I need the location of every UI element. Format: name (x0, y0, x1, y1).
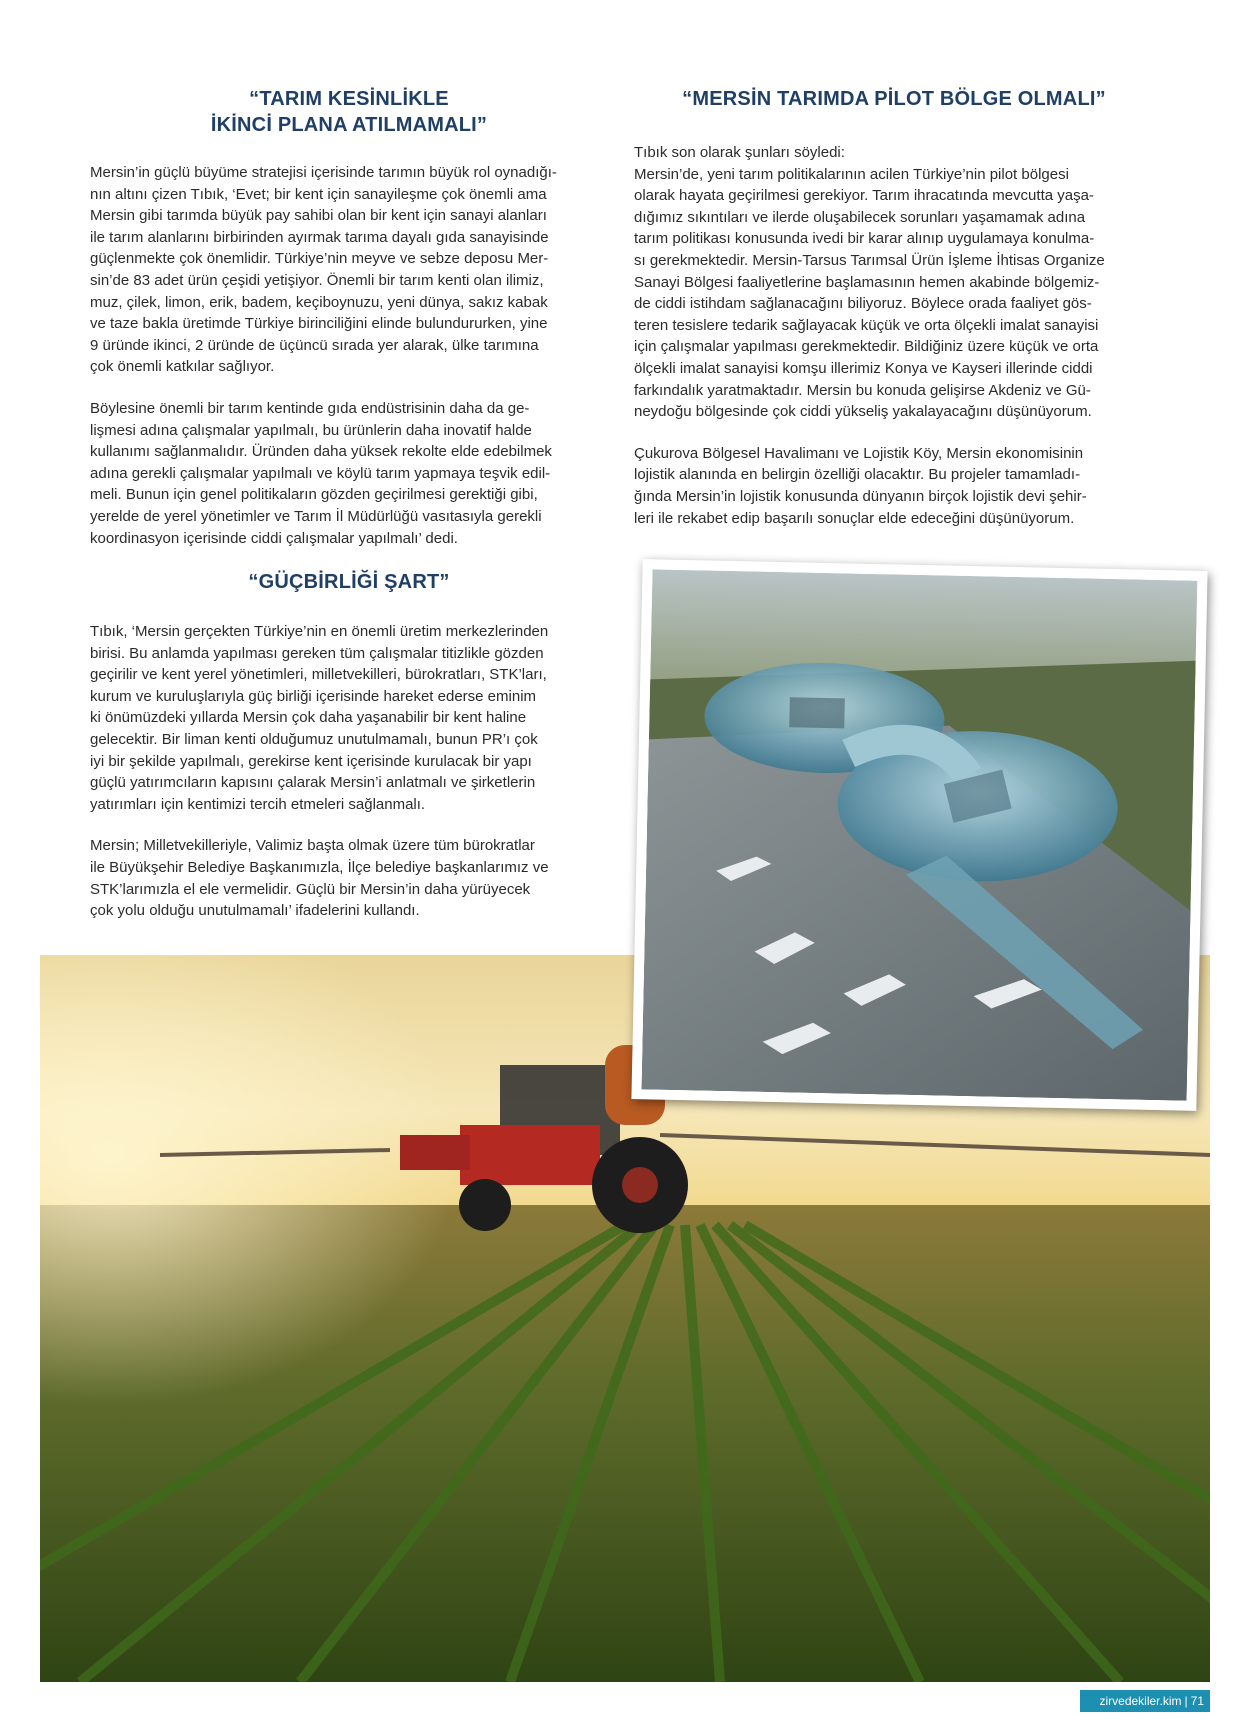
text-line: neydoğu bölgesinde çok ciddi yükseliş yakalayacağını düşünüyorum. (634, 403, 1092, 421)
text-line: dığımız sıkıntıları ve ilerde oluşabilecek sorunları yaşamamak adına (634, 208, 1086, 226)
text-line: de ciddi istihdam sağlanacağını biliyoruz. Böylece orada faaliyet gös- (634, 295, 1092, 313)
text-line: iyi bir şekilde yapılmalı, gerekirse kent içerisinde kurulacak bir yapı (90, 752, 532, 770)
text-line: 9 üründe ikinci, 2 üründe de üçüncü sırada yer alarak, ülke tarımına (90, 336, 539, 354)
right-column (634, 86, 1154, 529)
text-line: çok önemli katkılar sağlıyor. (90, 358, 275, 376)
text-line: ve taze bakla üretimde Türkiye birinciliğini elinde bulundururken, yine (90, 315, 548, 333)
text-line: ki önümüzdeki yıllarda Mersin çok daha yaşanabilir bir kent haline (90, 709, 527, 727)
text-line: Sanayi Bölgesi faaliyetlerine başlamasının hemen akabinde bölgemiz- (634, 273, 1100, 291)
paragraph-right-2 (634, 443, 1154, 529)
text-line: birisi. Bu anlamda yapılması gereken tüm çalışmalar titizlikle gözden (90, 644, 544, 662)
text-line: lojistik alanında en belirgin özelliği olacaktır. Bu projeler tamamladı- (634, 466, 1081, 484)
text-line: muz, çilek, limon, erik, badem, keçiboynuzu, yeni dünya, sakız kabak (90, 293, 548, 311)
text-line: kurum ve kuruluşlarıyla güç birliği içerisinde hareket ederse eminim (90, 687, 537, 705)
heading-line-1: “TARIM KESİNLİKLE (249, 88, 449, 110)
text-line: ile Büyükşehir Belediye Başkanımızla, İlçe belediye başkanlarımız ve (90, 859, 549, 877)
text-line: kullanımı sağlanmalıdır. Üründen daha yüksek rekolte elde edebilmek (90, 443, 552, 461)
paragraph-left-1 (90, 162, 608, 378)
text-line: ğında Mersin’in lojistik konusunda dünyanın birçok lojistik devi şehir- (634, 487, 1087, 505)
text-line: leri ile rekabet edip başarılı sonuçlar elde edeceğini düşünüyorum. (634, 509, 1075, 527)
heading-line-2: İKİNCİ PLANA ATILMAMALI” (210, 114, 488, 136)
heading-pilot-bolge: “MERSİN TARIMDA PİLOT BÖLGE OLMALI” (682, 88, 1106, 110)
text-line: koordinasyon içerisinde ciddi çalışmalar yapılmalı’ dedi. (90, 529, 458, 547)
airport-illustration (642, 569, 1198, 1100)
text-line: teren tesislere tedarik sağlayacak küçük ve orta ölçekli imalat sanayisi (634, 316, 1099, 334)
paragraph-left-3 (90, 621, 608, 815)
text-line: lişmesi adına çalışmalar yapılmalı, bu ürünlerin daha inovatif halde (90, 421, 532, 439)
text-line: çok yolu olduğu unutulmamalı’ ifadelerini kullandı. (90, 902, 420, 920)
paragraph-right-1 (634, 142, 1154, 423)
paragraph-left-4 (90, 835, 608, 921)
text-line: ölçekli imalat sanayisi komşu illerimiz Konya ve Kayseri illerinde ciddi (634, 359, 1093, 377)
text-line: meli. Bunun için genel politikaların gözden geçirilmesi gerektiği gibi, (90, 486, 538, 504)
page-number: 71 (1190, 1694, 1204, 1708)
heading-tarim-kesinlikle (90, 86, 608, 138)
text-line: Çukurova Bölgesel Havalimanı ve Lojistik Köy, Mersin ekonomisinin (634, 444, 1084, 462)
text-line: Mersin’de, yeni tarım politikalarının acilen Türkiye’nin pilot bölgesi (634, 165, 1069, 183)
text-line: olarak hayata geçirilmesi gerekiyor. Tarım ihracatında mevcutta yaşa- (634, 187, 1094, 205)
text-line: güçlü yatırımcıların kapısını çalarak Mersin’i anlatmalı ve şirketlerin (90, 774, 536, 792)
page-footer (1080, 1690, 1210, 1712)
text-line: tarım politikası konusunda ivedi bir karar alınıp uygulamaya konulma- (634, 230, 1095, 248)
footer-separator: | (1184, 1694, 1188, 1708)
text-line: yerelde de yerel yönetimler ve Tarım İl Müdürlüğü vasıtasıyla gerekli (90, 507, 542, 525)
text-line: güçlenmekte çok önemlidir. Türkiye’nin meyve ve sebze deposu Mer- (90, 250, 549, 268)
text-line: adına gerekli çalışmalar yapılmalı ve köylü tarım yapmaya teşvik edil- (90, 464, 551, 482)
text-line: gelecektir. Bir liman kenti olduğumuz unutulmamalı, bunun PR’ı çok (90, 731, 538, 749)
text-line: STK’larımızla el ele vermelidir. Güçlü bir Mersin’in daha yürüyecek (90, 880, 531, 898)
text-line: sin’de 83 adet ürün çeşidi yetişiyor. Önemli bir tarım kenti olan ilimiz, (90, 271, 544, 289)
text-line: Mersin; Milletvekilleriyle, Valimiz başta olmak üzere tüm bürokratlar (90, 837, 535, 855)
text-line: sı gerekmektedir. Mersin-Tarsus Tarımsal Ürün İşleme İhtisas Organize (634, 251, 1105, 269)
text-line: Mersin gibi tarımda büyük pay sahibi olan bir kent için sanayi alanları (90, 207, 547, 225)
text-line: nın altını çizen Tıbık, ‘Evet; bir kent için sanayileşme çok önemli ama (90, 185, 547, 203)
paragraph-left-2 (90, 398, 608, 549)
text-line: Tıbık son olarak şunları söyledi: (634, 144, 845, 161)
footer-site: zirvedekiler.kim (1099, 1694, 1182, 1708)
text-line: yatırımları için kentimizi tercih etmeleri sağlanmalı. (90, 795, 426, 813)
text-line: geçirilir ve kent yerel yönetimleri, milletvekilleri, bürokratları, STK’ları, (90, 666, 547, 684)
text-line: Tıbık, ‘Mersin gerçekten Türkiye’nin en önemli üretim merkezlerinden (90, 623, 549, 641)
text-line: farkındalık yaratmaktadır. Mersin bu konuda gelişirse Akdeniz ve Gü- (634, 381, 1091, 399)
text-line: Mersin’in güçlü büyüme stratejisi içerisinde tarımın büyük rol oynadığı- (90, 164, 557, 181)
heading-gucbirligi-sart: “GÜÇBİRLİĞİ ŞART” (248, 571, 450, 594)
airport-rendering-photo (631, 559, 1207, 1111)
text-line: ile tarım alanlarını birbirinden ayırmak tarıma dayalı gıda sanayisinde (90, 228, 549, 246)
text-line: Böylesine önemli bir tarım kentinde gıda endüstrisinin daha da ge- (90, 399, 530, 417)
text-line: için çalışmalar yapılması gerekmektedir. Bildiğiniz üzere küçük ve orta (634, 338, 1099, 356)
left-column (90, 86, 608, 922)
